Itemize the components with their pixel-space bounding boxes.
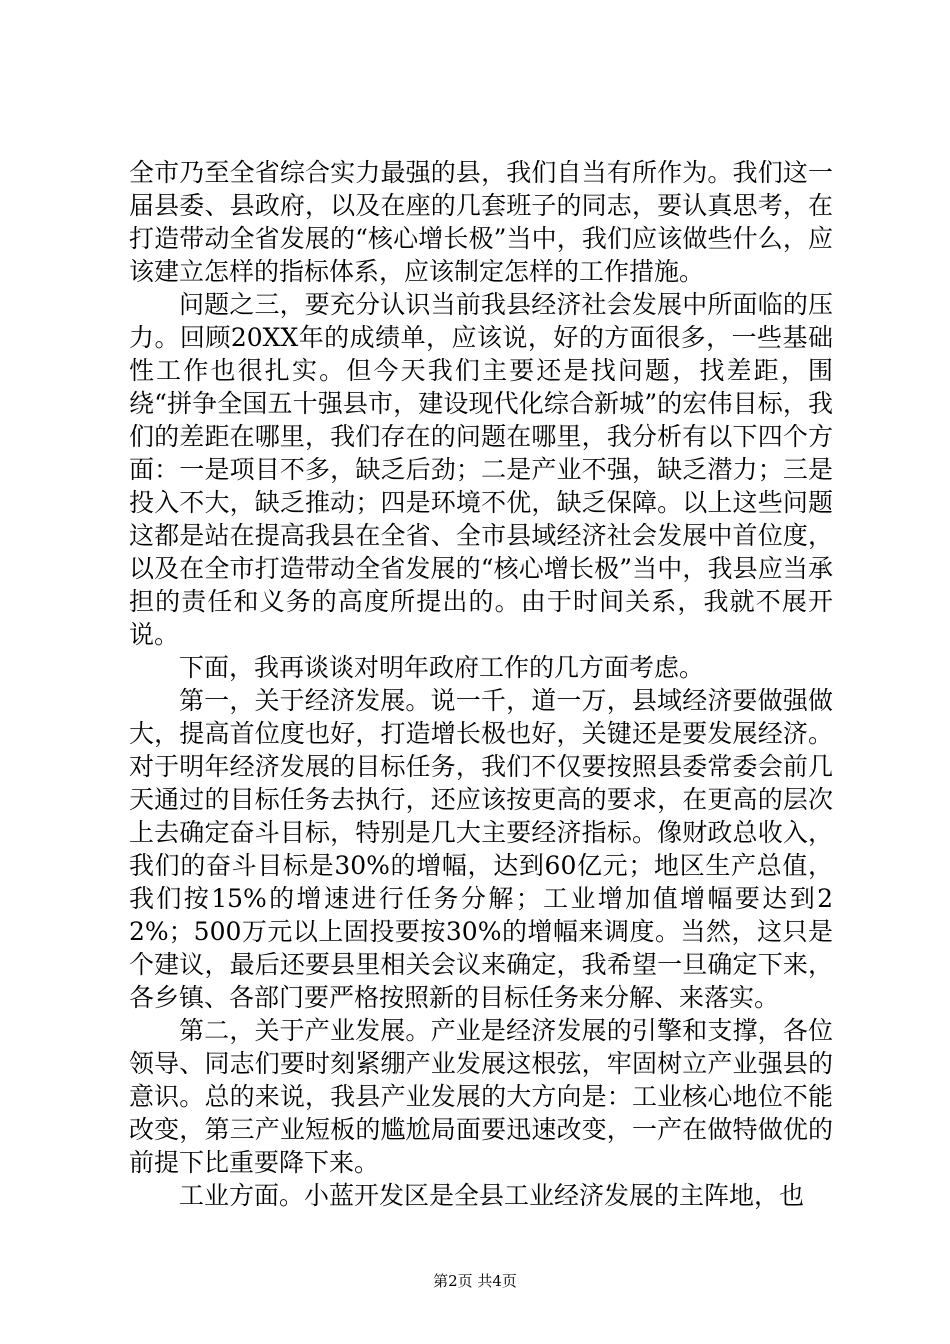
paragraph-1: 全市乃至全省综合实力最强的县，我们自当有所作为。我们这一届县委、县政府，以及在座的几套班子的同志，要认真思考，在打造带动全省发展的“核心增长极”当中，我们应该做些什么，应该建立怎样的指标体系，应该制定怎样的工作措施。 — [129, 158, 833, 286]
body-text — [129, 156, 833, 1212]
paragraph-4: 第一，关于经济发展。说一千，道一万，县域经济要做强做大，提高首位度也好，打造增长极也好，关键还是要发展经济。对于明年经济发展的目标任务，我们不仅要按照县委常委会前几天通过的目标任务去执行，还应该按更高的要求，在更高的层次上去确定奋斗目标，特别是几大主要经济指标。像财政总收入，我们的奋斗目标是30%的增幅，达到60亿元；地区生产总值，我们按15%的增速进行任务分解；工业增加值增幅要达到22%；500万元以上固投要按30%的增幅来调度。当然，这只是个建议，最后还要县里相关会议来确定，我希望一旦确定下来，各乡镇、各部门要严格按照新的目标任务来分解、来落实。 — [129, 686, 833, 1012]
paragraph-5: 第二，关于产业发展。产业是经济发展的引擎和支撑，各位领导、同志们要时刻紧绷产业发展这根弦，牢固树立产业强县的意识。总的来说，我县产业发展的大方向是：工业核心地位不能改变，第三产业短板的尴尬局面要迅速改变，一产在做特做优的前提下比重要降下来。 — [129, 1016, 833, 1177]
paragraph-6: 工业方面。小蓝开发区是全县工业经济发展的主阵地，也 — [179, 1181, 805, 1210]
paragraph-2: 问题之三，要充分认识当前我县经济社会发展中所面临的压力。回顾20XX年的成绩单，应该说，好的方面很多，一些基础性工作也很扎实。但今天我们主要还是找问题，找差距，围绕“拼争全国五十强县市，建设现代化综合新城”的宏伟目标，我们的差距在哪里，我们存在的问题在哪里，我分析有以下四个方面：一是项目不多，缺乏后劲；二是产业不强，缺乏潜力；三是投入不大，缺乏推动；四是环境不优，缺乏保障。以上这些问题这都是站在提高我县在全省、全市县域经济社会发展中首位度，以及在全市打造带动全省发展的“核心增长极”当中，我县应当承担的责任和义务的高度所提出的。由于时间关系，我就不展开说。 — [129, 290, 833, 649]
page-footer: 第2页 共4页 — [433, 1272, 517, 1290]
paragraph-3: 下面，我再谈谈对明年政府工作的几方面考虑。 — [179, 653, 705, 682]
